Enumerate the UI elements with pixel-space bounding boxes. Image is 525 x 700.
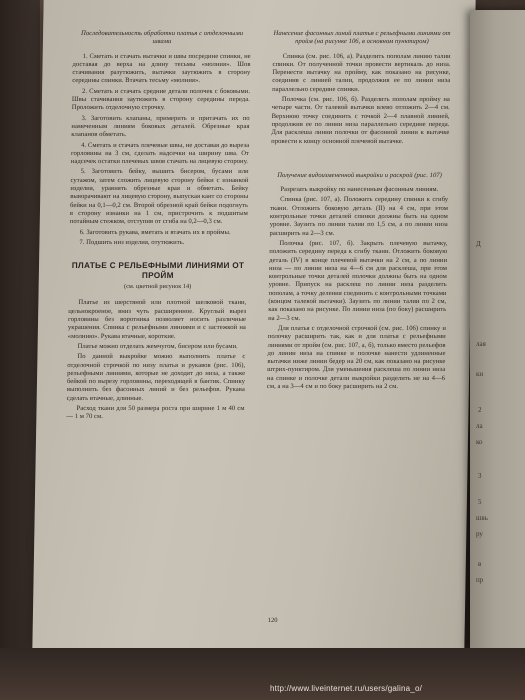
right-column	[267, 30, 451, 393]
book-cover-bottom	[0, 648, 525, 700]
edge-text: 5	[478, 498, 482, 506]
step-item: 6. Заготовить рукава, вметать и втачать их в проймы.	[79, 228, 231, 236]
left-column	[66, 30, 251, 424]
step-item: 4. Сметать и стачать плечевые швы, не доставая до выреза горловины на 3 см, сделать надсечки на ширину шва. От надсечек остатки плечевых швов стачать на лицевую сторону.	[70, 141, 250, 166]
paragraph: Полочка (рис. 107, б). Закрыть плечевую вытачку, положить середину переда к сгибу ткани. Отложить боковую деталь (IV) в конце плечевой вытачки на 2 см, а по линии низа — по линии низа на 4—6 см для расклеша, при этом контрольные точки деталей полочки должны быть на одном уровне. Припуск на расклеш по линии низа разделить пополам, а точку деления соединить с контрольными точками (концом талевой вытачки). Заузить по линии талии по 2 см, как показано на рисунке. По линии низа (по боку) расширить на 2—3 см.	[268, 239, 448, 322]
book-page-right-edge	[470, 10, 525, 650]
edge-text: 2	[478, 406, 482, 414]
edge-text: швь	[476, 514, 488, 522]
section-title-cutting: Получение видоизмененной выкройки и раскрой (рис. 107)	[277, 171, 442, 179]
step-item: 1. Сметать и стачать вытачки и швы посредине спинки, не доставая до верха на длину тесьмы «молния». Шов стачивания разутюжить, вытачки заутюжить в сторону середины спинки. Втачать тесьму «молния».	[72, 52, 251, 85]
spacer	[271, 148, 449, 172]
edge-text: в	[478, 560, 482, 568]
section-title-lines: Нанесение фасонных линий платья с рельефными линиями от пройм (на рисунке 106, в основном пунктиром)	[273, 30, 451, 46]
section-title-dress: ПЛАТЬЕ С РЕЛЬЕФНЫМИ ЛИНИЯМИ ОТ ПРОЙМ	[71, 261, 245, 281]
step-item: 2. Сметать и стачать средние детали полочек с боковыми. Швы стачивания заутюжить в сторону середины переда. Проложить отделочную строчку.	[71, 87, 251, 112]
edge-text: 3	[478, 472, 482, 480]
step-item: 7. Подшить низ изделия, отутюжить.	[79, 238, 185, 246]
paragraph: Разрезать выкройку по нанесенным фасонным линиям.	[280, 186, 439, 194]
book-page-left	[32, 0, 475, 648]
paragraph: Спинка (рис. 107, а). Положить середину спинки к сгибу ткани. Отложить боковую деталь (II) на 4 см, при этом контрольные точки деталей спинки должны быть на одном уровне. Заузить по линии талии по 1,5 см, а по линии низа расширить на 2—3 см.	[269, 196, 449, 237]
edge-text: ла	[476, 422, 483, 430]
edge-text: лая	[476, 340, 486, 348]
paragraph: По данной выкройке можно выполнить платье с отделочной строчкой по низу платья и рукавов (рис. 106), рельефными линиями, которые не доходят до низа, а также бейкой по вырезу горловины, переходящей в бантик. Спинку выполнить без фасонных линий и без рельефов. Рукава сделать втачные, длинные.	[66, 353, 246, 402]
edge-text: ки	[476, 370, 484, 378]
edge-text: ру	[476, 530, 483, 538]
paragraph: Полочка (см. рис. 106, б). Разделить пополам пройму на четыре части. От талевой вытачки влево отложить 2—4 см. Верхнюю точку соединить с точкой 2—4 плавной линией, продолжив ее по линии низа параллельно середине переда. Для расклеша линии полочки от фасонной линии к вытачке провести к концу основной плечевой вытачке.	[271, 96, 450, 145]
page-text-area	[63, 30, 453, 628]
edge-text: ко	[476, 438, 483, 446]
page-number: 120	[267, 617, 278, 624]
paragraph: Платье можно отделать жемчугом, бисером или бусами.	[77, 342, 238, 350]
paragraph: Спинка (см. рис. 106, а). Разделить пополам линию талии спинки. От полученной точки провести вертикаль до низа. Перенести вытачку на пройму, как показано на рисунке, соединив с линией талии, продолжив ее по линии низа параллельно середине спинки.	[272, 52, 451, 93]
paragraph: Платье из шерстяной или плотной шелковой ткани, цельнокроеное, вниз чуть расширенное. Круглый вырез горловины без воротника позволяет носить различные украшения. Спинка с рельефными линиями и с застежкой на «молнию». Рукава втачные, короткие.	[67, 299, 247, 340]
edge-text: Д	[476, 240, 481, 248]
edge-text: пр	[476, 576, 484, 584]
paragraph: Расход ткани для 50 размера роста при ширине 1 м 40 см — 1 м 70 см.	[66, 404, 245, 421]
step-item: 5. Заготовить бейку, вышить бисером, бусами или сутажом, затем сложить лицевую сторону бейки с изнанкой изделия, уравнять обрезные края и обметать. Бейку выворачивают на лицевую сторону, выпуская кант со стороны бейки на 0,1—0,2 см. Второй обрезной край бейки подогнуть в сторону изнанки на 1 см, пристрочить к подшитым потайным стежком, отступив от сгиба на 0,2—0,3 см.	[69, 168, 249, 226]
color-figure-note: (см. цветной рисунок 14)	[123, 283, 192, 291]
watermark-url: http://www.liveinternet.ru/users/galina_o/	[270, 684, 423, 693]
step-item: 3. Заготовить клапаны, примерить и притачать их по намеченным линиям боковых деталей. Обрезные края клапанов обметать.	[71, 114, 250, 139]
paragraph: Для платья с отделочной строчкой (см. рис. 106) спинку и полочку расширить так, как и для платья с рельефными линиями от пройм (см. рис. 107, а, б), только вместо рельефов до линии низа на спинке и полочке нанести удлиненные вытачки ниже линии бедер на 20 см, как показано на рисунке штрих-пунктиром. Для уменьшения расклеша по линии низа на спинке и полочке детали выкройки разделить не на 4—6 см, а на 3—4 см и по боку расширить на 2 см.	[266, 324, 446, 390]
section-title-processing: Последовательность обработки платья с отделочными швами	[80, 30, 244, 46]
